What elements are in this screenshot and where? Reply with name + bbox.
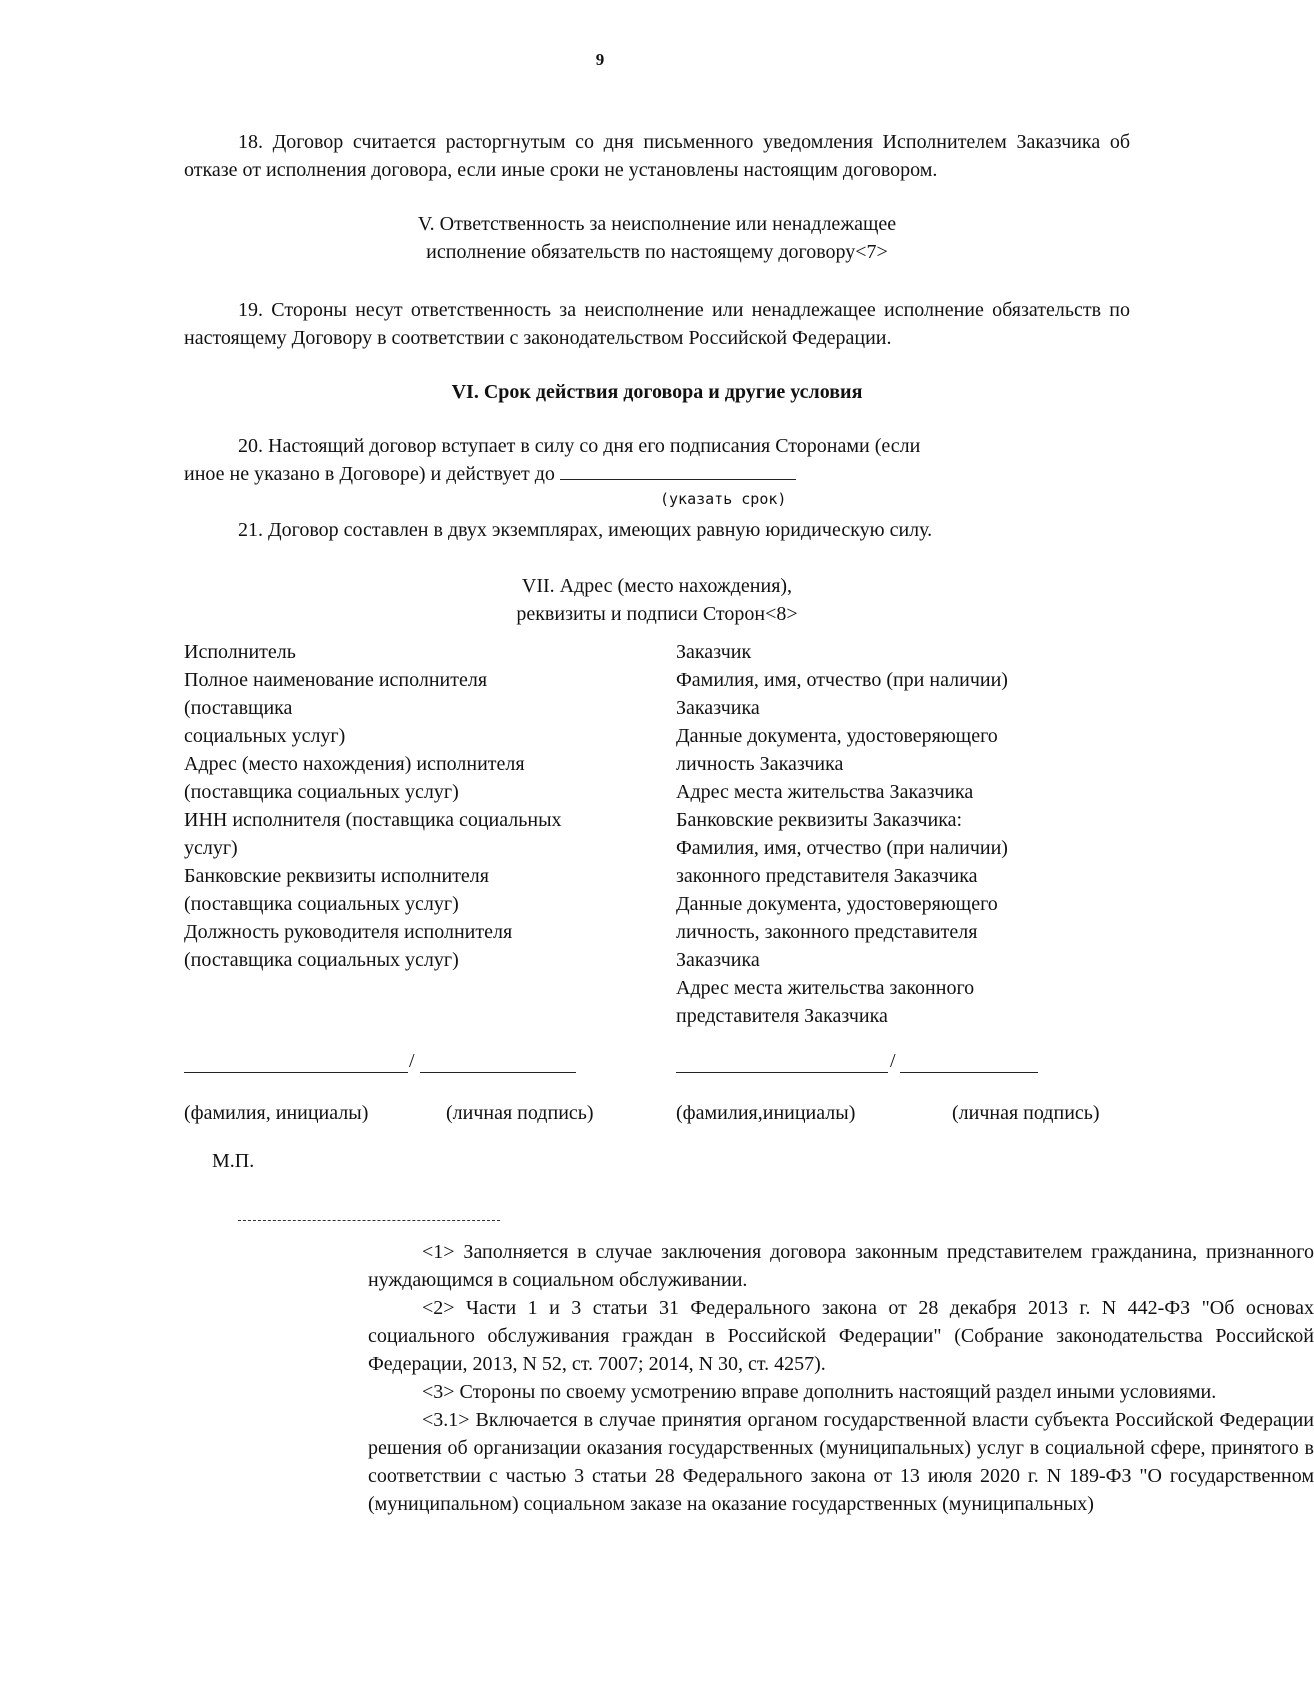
section-7-title — [184, 572, 1130, 628]
footnote-1: <1> Заполняется в случае заключения договора законным представителем гражданина, признанного нуждающимся в социальном обслуживании. — [368, 1241, 1314, 1291]
page-number: 9 — [595, 50, 605, 69]
executor-line: (поставщика социальных услуг) — [184, 781, 459, 803]
customer-line: Фамилия, имя, отчество (при наличии) — [676, 837, 1008, 859]
customer-line: Заказчика — [676, 697, 760, 719]
paragraph-19: 19. Стороны несут ответственность за неисполнение или ненадлежащее исполнение обязательств по настоящему Договору в соответствии с законодательством Российской Федерации. — [184, 299, 1130, 349]
section-5-title-line2: исполнение обязательств по настоящему договору<7> — [426, 241, 888, 263]
executor-name-caption: (фамилия, инициалы) — [184, 1102, 369, 1124]
paragraph-20-line2-text: иное не указано в Договоре) и действует до — [184, 463, 555, 485]
section-5-title — [184, 210, 1130, 266]
executor-name-line — [184, 1072, 408, 1073]
paragraph-18: 18. Договор считается расторгнутым со дня письменного уведомления Исполнителем Заказчика об отказе от исполнения договора, если иные сроки не установлены настоящим договором. — [184, 131, 1130, 181]
customer-line: Банковские реквизиты Заказчика: — [676, 809, 963, 831]
customer-signature-caption: (личная подпись) — [952, 1102, 1100, 1124]
executor-line: (поставщика социальных услуг) — [184, 893, 459, 915]
executor-sig-slash: / — [409, 1050, 415, 1072]
executor-line: Должность руководителя исполнителя — [184, 921, 513, 943]
executor-signature-caption: (личная подпись) — [446, 1102, 594, 1124]
executor-line: Исполнитель — [184, 641, 296, 663]
executor-line: (поставщика — [184, 697, 293, 719]
section-6-title: VI. Срок действия договора и другие условия — [451, 381, 863, 403]
customer-line: представителя Заказчика — [676, 1005, 888, 1027]
footnote-separator — [238, 1220, 500, 1221]
footnotes — [184, 1238, 1314, 1518]
executor-line: социальных услуг) — [184, 725, 346, 747]
customer-name-caption: (фамилия,инициалы) — [676, 1102, 856, 1124]
executor-line: Адрес (место нахождения) исполнителя — [184, 753, 525, 775]
paragraph-21: 21. Договор составлен в двух экземплярах, имеющих равную юридическую силу. — [238, 519, 933, 541]
paragraph-20-line2 — [184, 460, 1130, 488]
customer-line: личность, законного представителя — [676, 921, 978, 943]
term-blank-line — [560, 461, 796, 480]
paragraph-20-line1: 20. Настоящий договор вступает в силу со дня его подписания Сторонами (если — [238, 435, 921, 457]
customer-line: Фамилия, имя, отчество (при наличии) — [676, 669, 1008, 691]
footnote-3: <3> Стороны по своему усмотрению вправе дополнить настоящий раздел иными условиями. — [422, 1381, 1217, 1403]
executor-line: Полное наименование исполнителя — [184, 669, 488, 691]
customer-line: Адрес места жительства законного — [676, 977, 975, 999]
customer-line: личность Заказчика — [676, 753, 844, 775]
section-7-title-line1: VII. Адрес (место нахождения), — [521, 575, 793, 597]
footnote-2: <2> Части 1 и 3 статьи 31 Федерального закона от 28 декабря 2013 г. N 442-ФЗ "Об основах социального обслуживания граждан в Российской Федерации" (Собрание законодательства Российской Федерации, 2013, N 52, ст. 7007; 2014, N 30, ст. 4257). — [368, 1297, 1314, 1375]
customer-line: Данные документа, удостоверяющего — [676, 893, 998, 915]
section-5-title-line1: V. Ответственность за неисполнение или ненадлежащее — [417, 213, 897, 235]
customer-signature-line — [900, 1072, 1038, 1073]
executor-line: услуг) — [184, 837, 238, 859]
executor-line: Банковские реквизиты исполнителя — [184, 865, 489, 887]
customer-sig-slash: / — [890, 1050, 896, 1072]
executor-signature-line — [420, 1072, 576, 1073]
stamp-place: М.П. — [212, 1150, 255, 1172]
section-7-title-line2: реквизиты и подписи Сторон<8> — [516, 603, 798, 625]
customer-name-line — [676, 1072, 888, 1073]
customer-line: Адрес места жительства Заказчика — [676, 781, 974, 803]
customer-line: законного представителя Заказчика — [676, 865, 978, 887]
customer-line: Данные документа, удостоверяющего — [676, 725, 998, 747]
customer-line: Заказчик — [676, 641, 752, 663]
executor-column — [184, 638, 562, 974]
customer-column — [676, 638, 1008, 1030]
footnote-3-1: <3.1> Включается в случае принятия органом государственной власти субъекта Российской Федерации решения об организации оказания государственных (муниципальных) услуг в социальной сфере, принятого в соответствии с частью 3 статьи 28 Федерального закона от 13 июля 2020 г. N 189-ФЗ "О государственном (муниципальном) социальном заказе на оказание государственных (муниципальных) — [368, 1409, 1314, 1515]
paragraph-20 — [184, 432, 1130, 488]
term-hint: (указать срок) — [660, 490, 787, 508]
executor-line: (поставщика социальных услуг) — [184, 949, 459, 971]
executor-line: ИНН исполнителя (поставщика социальных — [184, 809, 562, 831]
customer-line: Заказчика — [676, 949, 760, 971]
